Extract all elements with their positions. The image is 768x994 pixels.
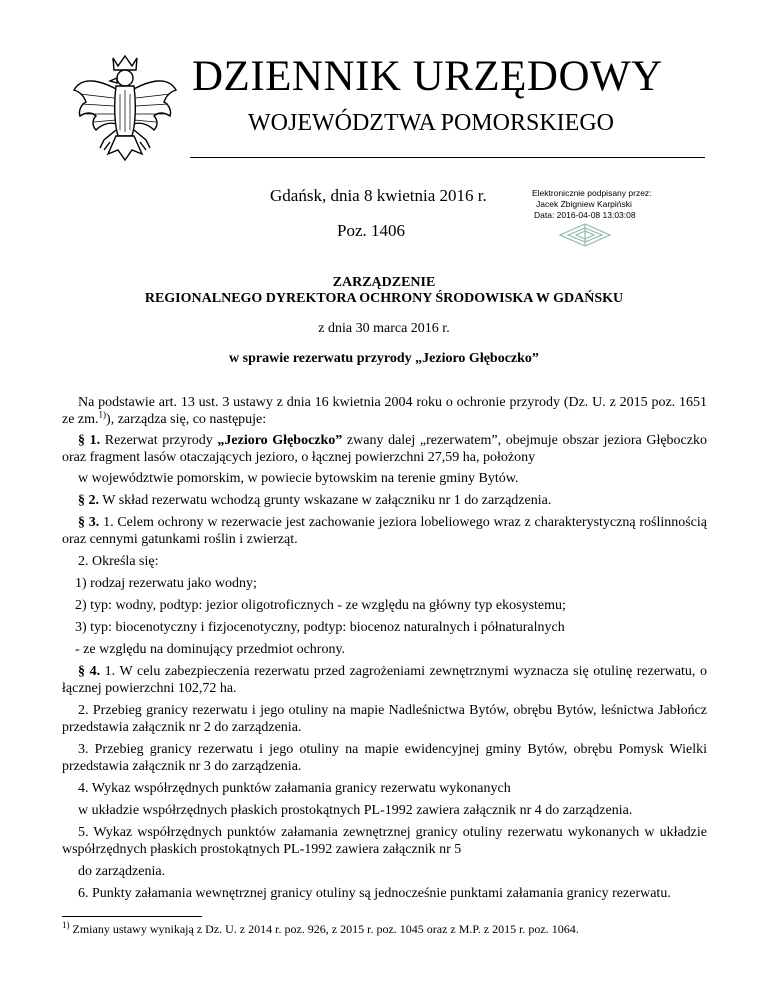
electronic-signature: [532, 188, 652, 221]
section-3-label: § 3.: [78, 515, 100, 530]
section-3: [62, 514, 707, 548]
section-4-point-4-cont: w układzie współrzędnych płaskich prostokątnych PL-1992 zawiera załącznik nr 4 do zarządzenia.: [78, 803, 633, 818]
eagle-emblem-icon: [70, 50, 180, 170]
act-type: ZARZĄDZENIE: [332, 275, 436, 290]
section-4-point-5: 5. Wykaz współrzędnych punktów załamania zewnętrznej granicy otuliny rezerwatu wykonanych w układzie współrzędnych płaskich prostokątnych PL-1992 zawiera załącznik nr 5: [62, 825, 707, 857]
preamble-text-end: ), zarządza się, co następuje:: [106, 412, 267, 427]
footnote-divider: [62, 916, 202, 917]
section-4-point-2: 2. Przebieg granicy rezerwatu i jego otuliny na mapie Nadleśnictwa Bytów, obrębu Bytów, leśnictwa Jabłończ przedstawia załącznik nr 2 do zarządzenia.: [62, 703, 707, 735]
place-date: Gdańsk, dnia 8 kwietnia 2016 r.: [270, 186, 487, 205]
section-4-label: § 4.: [78, 664, 101, 679]
footnote-text: Zmiany ustawy wynikają z Dz. U. z 2014 r. poz. 926, z 2015 r. poz. 1045 oraz z M.P. z 2015 r. poz. 1064.: [69, 922, 579, 936]
section-4-point-5-cont: do zarządzenia.: [78, 864, 166, 879]
section-3-point-2: 2. Określa się:: [78, 554, 159, 569]
section-1: [62, 432, 707, 466]
section-2-text: W skład rezerwatu wchodzą grunty wskazane w załączniku nr 1 do zarządzenia.: [99, 493, 552, 508]
section-2-label: § 2.: [78, 493, 99, 508]
section-4: [62, 663, 707, 697]
signature-signer: Jacek Zbigniew Karpiński: [536, 199, 632, 209]
section-1-text-cont: zwany dalej „rezerwatem”, obejmuje obszar jeziora Głęboczko oraz fragment lasów otaczających jezioro, o łącznej powierzchni 27,59 ha, położony: [62, 433, 707, 465]
reserve-name: „Jezioro Głęboczko”: [217, 433, 343, 448]
section-4-point-4: 4. Wykaz współrzędnych punktów załamania granicy rezerwatu wykonanych: [78, 781, 511, 796]
signature-seal-icon: [555, 222, 615, 248]
section-2: [78, 492, 723, 509]
section-1-location: w województwie pomorskim, w powiecie bytowskim na terenie gminy Bytów.: [78, 471, 519, 486]
act-issuer: REGIONALNEGO DYREKTORA OCHRONY ŚRODOWISKA W GDAŃSKU: [144, 291, 624, 306]
section-4-text: 1. W celu zabezpieczenia rezerwatu przed zagrożeniami zewnętrznymi wyznacza się otulinę rezerwatu, o łącznej powierzchni 102,72 ha.: [62, 664, 707, 696]
signature-date: Data: 2016-04-08 13:03:08: [534, 210, 636, 220]
preamble-text: Na podstawie art. 13 ust. 3 ustawy z dnia 16 kwietnia 2004 roku o ochronie przyrody (Dz. U. z 2015 poz. 1651 ze zm.: [62, 395, 707, 427]
section-4-point-6: 6. Punkty załamania wewnętrznej granicy otuliny są jednocześnie punktami załamania granicy rezerwatu.: [78, 886, 671, 901]
position-number: Poz. 1406: [337, 221, 405, 240]
list-item: 3) typ: biocenotyczny i fizjocenotyczny, podtyp: biocenoz naturalnych i półnaturalnych: [75, 620, 565, 635]
preamble-paragraph: [62, 394, 707, 428]
list-item: 2) typ: wodny, podtyp: jezior oligotroficznych - ze względu na główny typ ekosystemu;: [75, 598, 566, 613]
list-item: - ze względu na dominujący przedmiot ochrony.: [75, 642, 346, 657]
section-1-label: § 1.: [78, 433, 101, 448]
section-4-point-3: 3. Przebieg granicy rezerwatu i jego otuliny na mapie ewidencyjnej gminy Bytów, obrębu Pomysk Wielki przedstawia załącznik nr 3 do zarządzenia.: [62, 742, 707, 774]
journal-title: DZIENNIK URZĘDOWY: [192, 53, 663, 100]
act-subject: w sprawie rezerwatu przyrody „Jezioro Głęboczko”: [229, 351, 539, 366]
footnote: [62, 921, 707, 938]
header-divider: [190, 157, 705, 158]
footnote-ref: 1): [98, 409, 107, 420]
journal-subtitle: WOJEWÓDZTWA POMORSKIEGO: [248, 110, 614, 136]
list-item: 1) rodzaj rezerwatu jako wodny;: [75, 576, 257, 591]
section-3-text: 1. Celem ochrony w rezerwacie jest zachowanie jeziora lobeliowego wraz z charakterystyczną roślinnością oraz cennymi gatunkami roślin i zwierząt.: [62, 515, 707, 547]
footnote-mark: 1): [62, 920, 70, 930]
act-date: z dnia 30 marca 2016 r.: [318, 321, 450, 336]
signature-line: Elektronicznie podpisany przez:: [532, 188, 652, 198]
section-1-text: Rezerwat przyrody: [100, 433, 218, 448]
